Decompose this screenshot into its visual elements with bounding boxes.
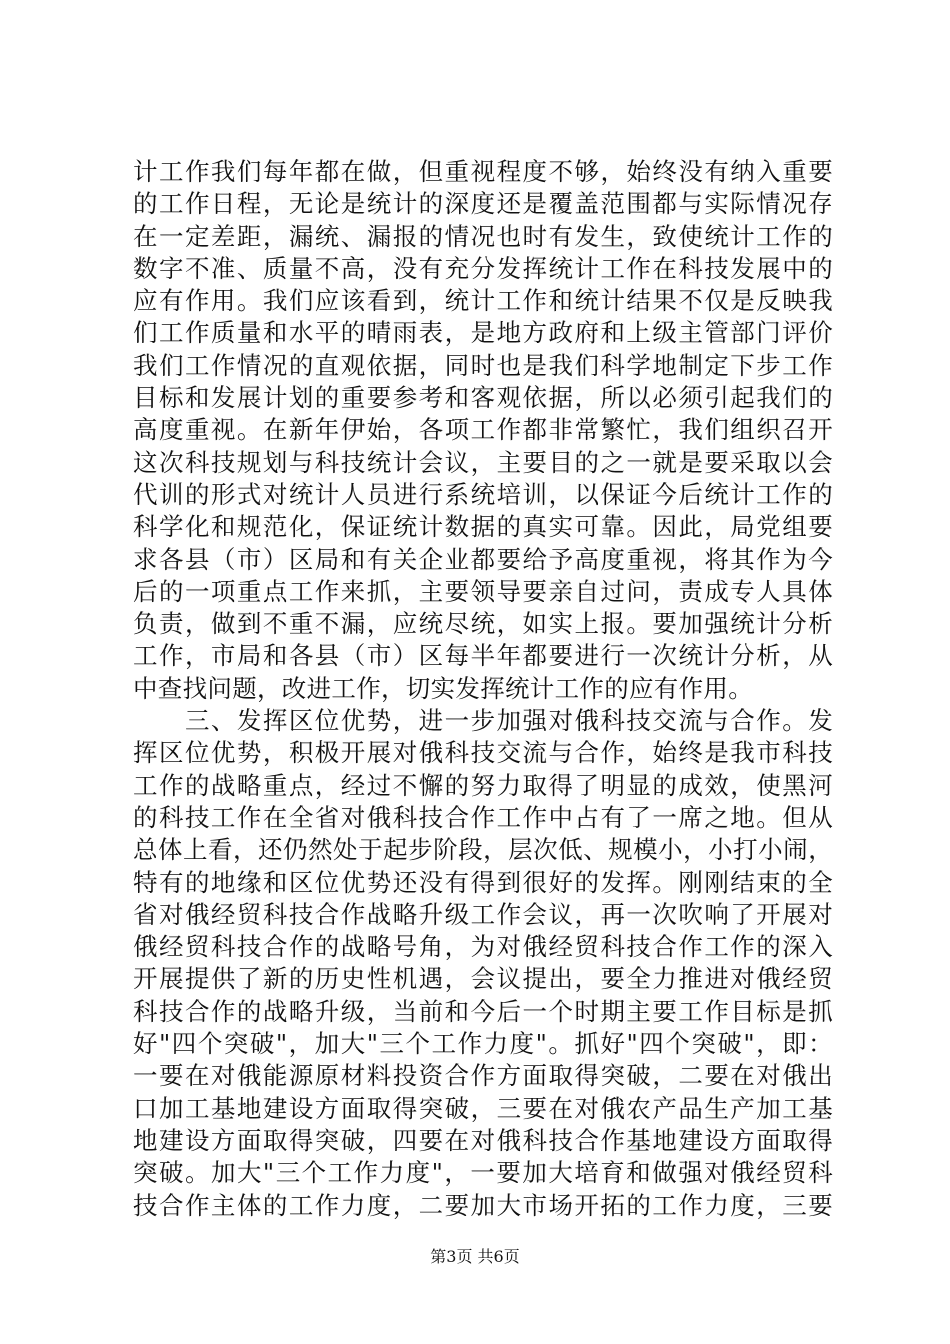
text-line: 科学化和规范化，保证统计数据的真实可靠。因此，局党组要 — [133, 512, 833, 542]
text-line: 好"四个突破"，加大"三个工作力度"。抓好"四个突破"，即： — [133, 1029, 833, 1059]
page-number-footer: 第3页 共6页 — [430, 1247, 520, 1266]
text-line: 省对俄经贸科技合作战略升级工作会议，再一次吹响了开展对 — [133, 899, 833, 929]
text-line: 这次科技规划与科技统计会议，主要目的之一就是要采取以会 — [133, 447, 833, 477]
text-line: 挥区位优势，积极开展对俄科技交流与合作，始终是我市科技 — [133, 738, 833, 768]
text-line: 负责，做到不重不漏，应统尽统，如实上报。要加强统计分析 — [133, 609, 833, 639]
text-line: 特有的地缘和区位优势还没有得到很好的发挥。刚刚结束的全 — [133, 867, 833, 897]
text-line: 工作的战略重点，经过不懈的努力取得了明显的成效，使黑河 — [133, 770, 833, 800]
text-line: 我们工作情况的直观依据，同时也是我们科学地制定下步工作 — [133, 350, 833, 380]
text-line: 高度重视。在新年伊始，各项工作都非常繁忙，我们组织召开 — [133, 415, 833, 445]
text-line: 总体上看，还仍然处于起步阶段，层次低、规模小，小打小闹， — [133, 835, 833, 865]
text-line: 目标和发展计划的重要参考和客观依据，所以必须引起我们的 — [133, 383, 833, 413]
text-line: 求各县（市）区局和有关企业都要给予高度重视，将其作为今 — [133, 544, 833, 574]
text-line: 俄经贸科技合作的战略号角，为对俄经贸科技合作工作的深入 — [133, 932, 833, 962]
text-line: 突破。加大"三个工作力度"，一要加大培育和做强对俄经贸科 — [133, 1158, 833, 1188]
body-text — [133, 156, 833, 1222]
text-line: 们工作质量和水平的晴雨表，是地方政府和上级主管部门评价 — [133, 318, 833, 348]
text-line: 科技合作的战略升级，当前和今后一个时期主要工作目标是抓 — [133, 996, 833, 1026]
paragraph-end-line: 中查找问题，改进工作，切实发挥统计工作的应有作用。 — [133, 673, 753, 703]
text-line: 计工作我们每年都在做，但重视程度不够，始终没有纳入重要 — [133, 157, 833, 186]
text-line: 工作，市局和各县（市）区每半年都要进行一次统计分析，从 — [133, 641, 833, 671]
text-line: 的科技工作在全省对俄科技合作工作中占有了一席之地。但从 — [133, 802, 833, 832]
text-line: 的工作日程，无论是统计的深度还是覆盖范围都与实际情况存 — [133, 189, 833, 219]
text-line: 一要在对俄能源原材料投资合作方面取得突破，二要在对俄出 — [133, 1061, 833, 1091]
text-line: 地建设方面取得突破，四要在对俄科技合作基地建设方面取得 — [133, 1125, 833, 1155]
text-line: 在一定差距，漏统、漏报的情况也时有发生，致使统计工作的 — [133, 221, 833, 251]
text-line: 后的一项重点工作来抓，主要领导要亲自过问，责成专人具体 — [133, 576, 833, 606]
text-line: 应有作用。我们应该看到，统计工作和统计结果不仅是反映我 — [133, 286, 833, 316]
text-line: 技合作主体的工作力度，二要加大市场开拓的工作力度，三要 — [133, 1190, 833, 1220]
paragraph-start-line: 三、发挥区位优势，进一步加强对俄科技交流与合作。发 — [133, 706, 833, 736]
text-line: 开展提供了新的历史性机遇，会议提出，要全力推进对俄经贸 — [133, 964, 833, 994]
text-line: 口加工基地建设方面取得突破，三要在对俄农产品生产加工基 — [133, 1093, 833, 1123]
text-line: 代训的形式对统计人员进行系统培训，以保证今后统计工作的 — [133, 479, 833, 509]
text-line: 数字不准、质量不高，没有充分发挥统计工作在科技发展中的 — [133, 253, 833, 283]
